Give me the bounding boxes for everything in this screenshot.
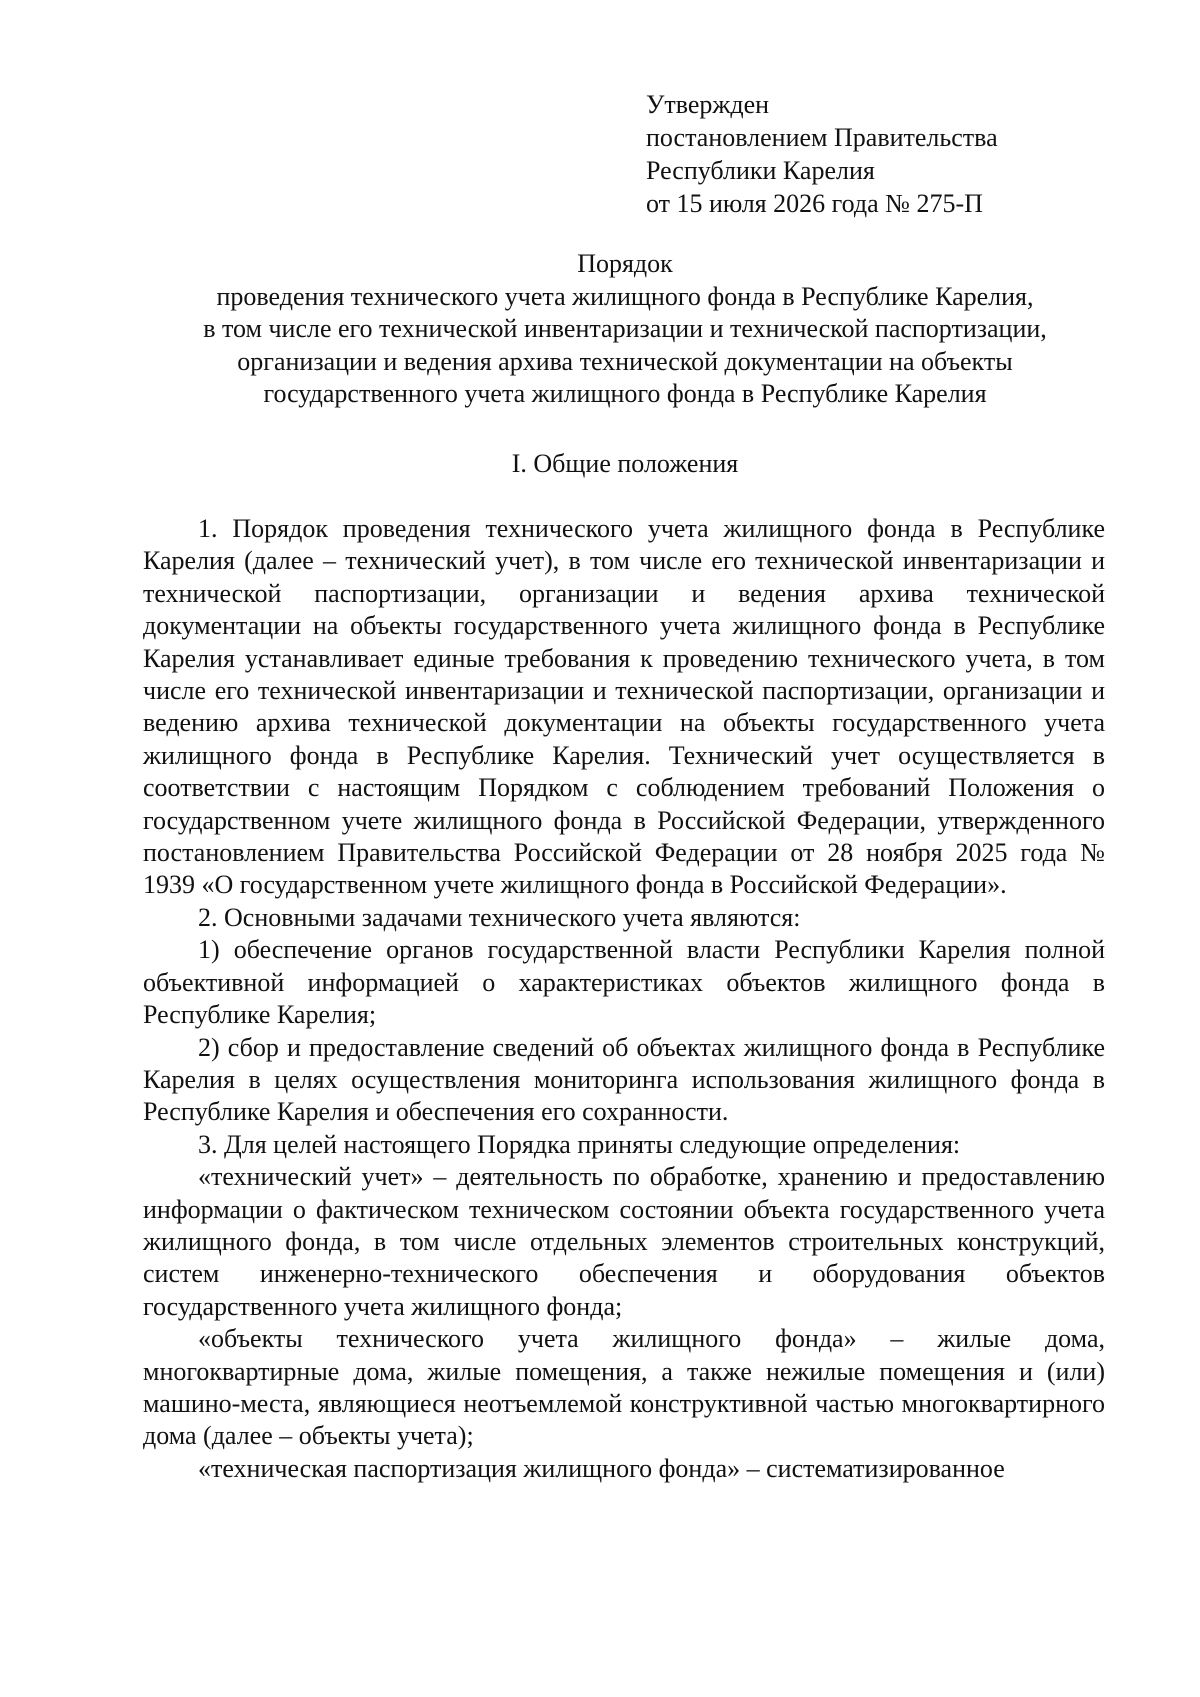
document-title [140, 248, 1110, 411]
approval-line: Утвержден [646, 90, 770, 119]
paragraph: 2. Основными задачами технического учета являются: [198, 902, 801, 932]
paragraph: «технический учет» – деятельность по обработке, хранению и предоставлению информации о фактическом техническом состоянии объекта государственного учета жилищного фонда, в том числе отдельных элементов строительных конструкций, систем инженерно-технического обеспечения и оборудования объектов государственного учета жилищного фонда; [143, 1162, 1105, 1321]
paragraph: «техническая паспортизация жилищного фонда» – систематизированное [198, 1453, 1005, 1483]
paragraph: 1. Порядок проведения технического учета жилищного фонда в Республике Карелия (далее – технический учет), в том числе его технической инвентаризации и технической паспортизации, организации и ведения архива технической документации на объекты государственного учета жилищного фонда в Республике Карелия устанавливает единые требования к проведению технического учета, в том числе его технической инвентаризации и технической паспортизации, организации и ведению архива технической документации на объекты государственного учета жилищного фонда в Республике Карелия. Технический учет осуществляется в соответствии с настоящим Порядком с соблюдением требований Положения о государственном учете жилищного фонда в Российской Федерации, утвержденного постановлением Правительства Российской Федерации от 28 ноября 2025 года № 1939 «О государственном учете жилищного фонда в Российской Федерации». [143, 514, 1105, 900]
paragraph: 3. Для целей настоящего Порядка приняты следующие определения: [198, 1129, 961, 1159]
title-line: проведения технического учета жилищного фонда в Республике Карелия, [216, 281, 1034, 311]
title-line: организации и ведения архива технической документации на объекты [237, 346, 1013, 376]
paragraph: «объекты технического учета жилищного фонда» – жилые дома, многоквартирные дома, жилые помещения, а также нежилые помещения и (или) машино-места, являющиеся неотъемлемой конструктивной частью многоквартирного дома (далее – объекты учета); [143, 1324, 1105, 1451]
approval-line: Республики Карелия [646, 156, 875, 185]
title-line: Порядок [577, 249, 673, 278]
title-line: государственного учета жилищного фонда в Республике Карелия [263, 379, 987, 408]
paragraph: 2) сбор и предоставление сведений об объектах жилищного фонда в Республике Карелия в целях осуществления мониторинга использования жилищного фонда в Республике Карелия и обеспечения его сохранности. [143, 1032, 1105, 1127]
section-heading: I. Общие положения [511, 449, 739, 478]
approval-date-line: от 15 июля 2026 года № 275-П [646, 189, 983, 218]
approval-line: постановлением Правительства [646, 123, 998, 152]
approval-stamp [646, 88, 1106, 220]
title-line: в том числе его технической инвентаризации и технической паспортизации, [203, 314, 1047, 343]
paragraph: 1) обеспечение органов государственной власти Республики Карелия полной объективной информацией о характеристиках объектов жилищного фонда в Республике Карелия; [143, 935, 1105, 1030]
document-body [143, 513, 1105, 1485]
